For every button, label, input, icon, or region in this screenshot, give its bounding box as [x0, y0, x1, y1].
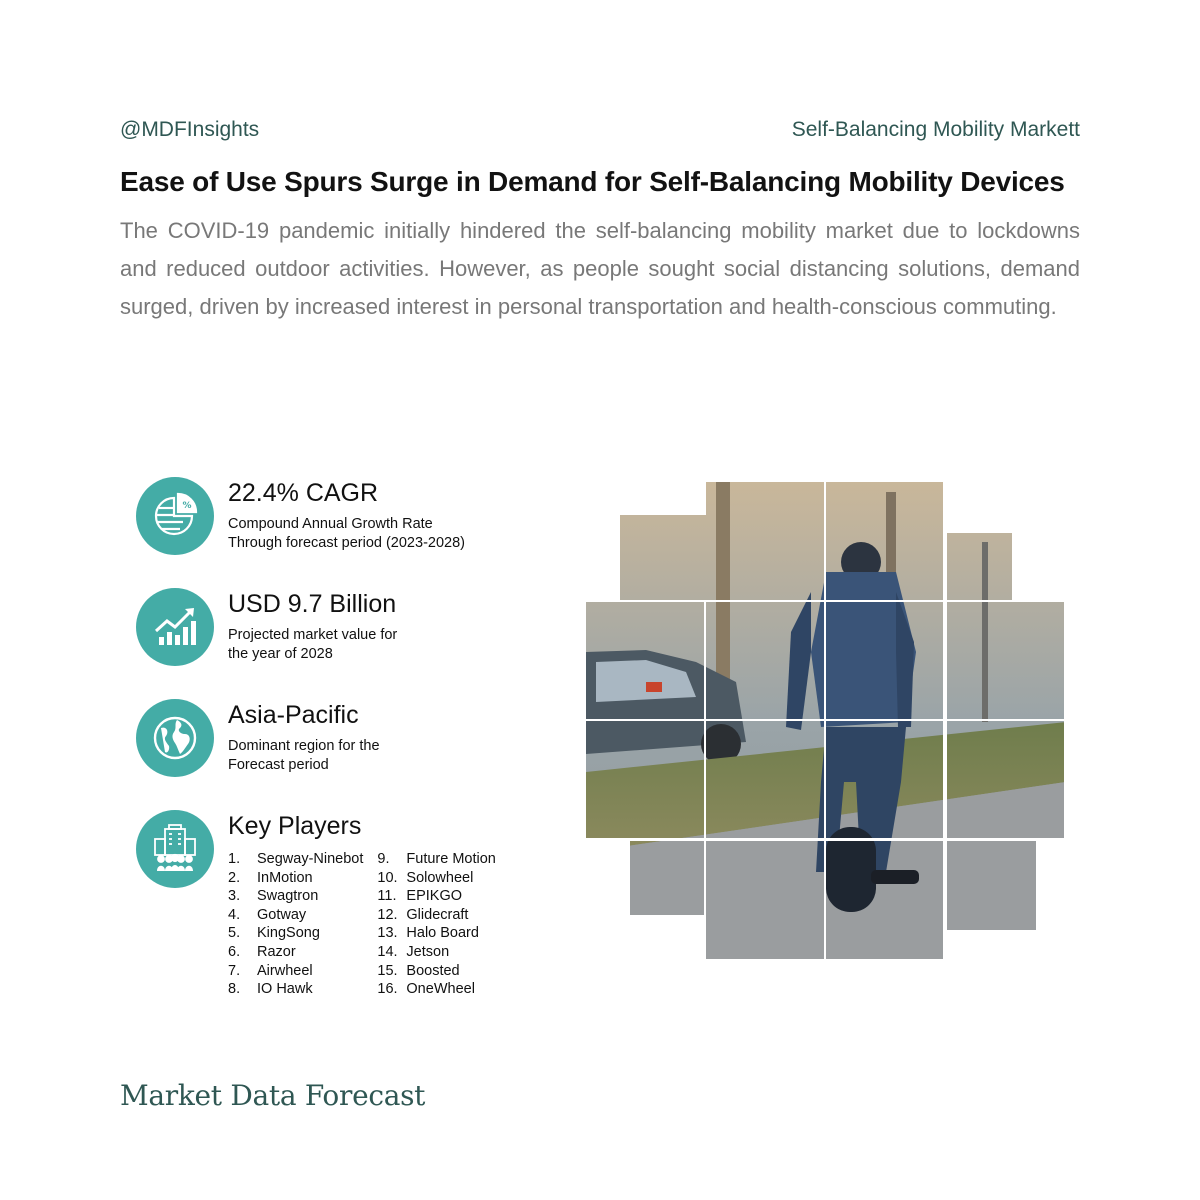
player-list-item — [228, 962, 363, 981]
player-name: Airwheel — [257, 962, 313, 979]
player-name: InMotion — [257, 869, 313, 886]
players-list — [228, 850, 496, 999]
player-number: 12. — [377, 906, 398, 923]
player-number: 2. — [228, 869, 241, 886]
player-list-item — [228, 924, 363, 943]
player-number: 3. — [228, 888, 241, 905]
globe-icon — [136, 699, 214, 777]
player-list-item — [228, 887, 363, 906]
player-name: Gotway — [257, 906, 307, 923]
player-list-item — [228, 850, 363, 869]
player-name: Razor — [257, 943, 296, 960]
body-paragraph: The COVID-19 pandemic initially hindered the self-balancing mobility market due to lockdowns and reduced outdoor activities. However, as people sought social distancing solutions, demand surged, driven by increased interest in personal transportation and health-conscious commuting. — [120, 218, 1080, 319]
player-name: Boosted — [406, 962, 460, 979]
player-list-item — [377, 943, 495, 962]
building-people-icon — [136, 810, 214, 888]
player-list-item — [377, 980, 495, 999]
player-name: Halo Board — [406, 925, 479, 942]
region-title: Asia-Pacific — [228, 701, 359, 729]
player-name: Segway-Ninebot — [257, 851, 364, 867]
player-list-item — [228, 906, 363, 925]
player-name: EPIKGO — [406, 888, 463, 905]
value-title: USD 9.7 Billion — [228, 590, 397, 618]
player-name: IO Hawk — [257, 981, 313, 998]
region-description: Dominant region for the Forecast period — [228, 738, 380, 773]
player-number: 14. — [377, 943, 398, 960]
player-list-item — [377, 962, 495, 981]
player-number: 13. — [377, 925, 398, 942]
player-name: Swagtron — [257, 888, 319, 905]
player-number: 8. — [228, 981, 241, 998]
player-number: 11. — [377, 888, 397, 905]
cagr-title: 22.4% CAGR — [228, 479, 379, 507]
player-number: 16. — [377, 981, 398, 998]
player-list-item — [377, 869, 495, 888]
unicycle-rider-photo-collage — [586, 482, 1066, 960]
player-list-item — [377, 924, 495, 943]
player-number: 4. — [228, 906, 241, 923]
cagr-description: Compound Annual Growth Rate Through forecast period (2023-2028) — [228, 516, 465, 551]
player-list-item — [377, 850, 495, 869]
player-number: 7. — [228, 962, 241, 979]
player-name: KingSong — [257, 925, 320, 942]
value-description: Projected market value for the year of 2028 — [228, 627, 398, 662]
player-list-item — [228, 943, 363, 962]
player-number: 1. — [228, 851, 241, 867]
svg-text:%: % — [182, 501, 192, 511]
pie-chart-percent-icon — [136, 477, 214, 555]
player-number: 15. — [377, 962, 398, 979]
player-name: Future Motion — [406, 851, 496, 867]
player-number: 5. — [228, 925, 241, 942]
player-name: OneWheel — [406, 981, 475, 998]
player-number: 6. — [228, 943, 241, 960]
players-column-1 — [228, 850, 363, 999]
player-list-item — [377, 906, 495, 925]
player-name: Glidecraft — [406, 906, 469, 923]
player-number: 10. — [377, 869, 398, 886]
players-column-2 — [377, 850, 495, 999]
player-name: Jetson — [406, 943, 450, 960]
brand-handle: @MDFInsights — [120, 118, 260, 141]
market-tag: Self-Balancing Mobility Markett — [791, 118, 1080, 141]
footer-brand-logo: Market Data Forecast — [120, 1079, 426, 1112]
headline: Ease of Use Spurs Surge in Demand for Self-Balancing Mobility Devices — [120, 166, 1065, 197]
growth-chart-icon — [136, 588, 214, 666]
player-list-item — [377, 887, 495, 906]
player-number: 9. — [377, 851, 390, 867]
player-name: Solowheel — [406, 869, 474, 886]
player-list-item — [228, 869, 363, 888]
players-title: Key Players — [228, 812, 362, 840]
player-list-item — [228, 980, 363, 999]
